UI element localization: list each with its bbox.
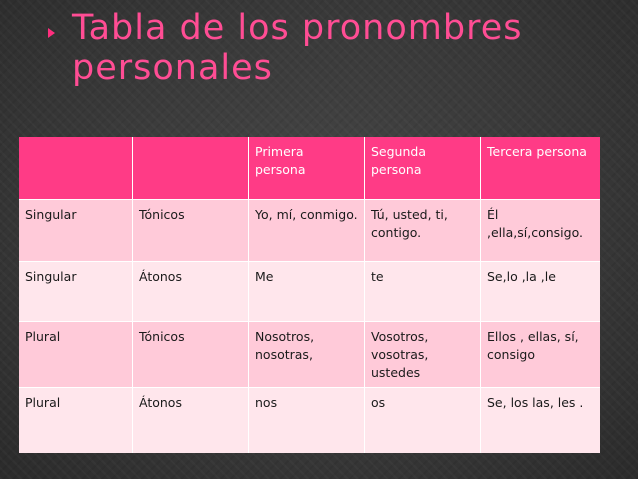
header-cell-segunda: Segunda persona bbox=[365, 137, 481, 200]
table-header-row bbox=[19, 137, 600, 200]
header-cell-primera: Primera persona bbox=[249, 137, 365, 200]
header-cell-tercera: Tercera persona bbox=[481, 137, 600, 200]
header-cell bbox=[19, 137, 133, 200]
table-cell-number: Plural bbox=[19, 322, 133, 388]
pronouns-table bbox=[19, 137, 600, 453]
table-cell-type: Tónicos bbox=[133, 322, 249, 388]
table-row bbox=[19, 388, 600, 453]
table-cell-tercera: Ellos , ellas, sí, consigo bbox=[481, 322, 600, 388]
table-cell-primera: Yo, mí, conmigo. bbox=[249, 200, 365, 262]
table-cell-segunda: Vosotros, vosotras, ustedes bbox=[365, 322, 481, 388]
table-row bbox=[19, 322, 600, 388]
table-cell-segunda: os bbox=[365, 388, 481, 453]
bullet-arrow-icon bbox=[48, 28, 55, 38]
table-cell-tercera: Se,lo ,la ,le bbox=[481, 262, 600, 322]
table-cell-type: Átonos bbox=[133, 388, 249, 453]
table-row bbox=[19, 262, 600, 322]
table-row bbox=[19, 200, 600, 262]
pronouns-table-container bbox=[19, 137, 600, 453]
table-cell-tercera: Él ,ella,sí,consigo. bbox=[481, 200, 600, 262]
table-cell-segunda: Tú, usted, ti, contigo. bbox=[365, 200, 481, 262]
header-cell bbox=[133, 137, 249, 200]
table-cell-number: Singular bbox=[19, 200, 133, 262]
table-cell-primera: Nosotros, nosotras, bbox=[249, 322, 365, 388]
table-cell-number: Singular bbox=[19, 262, 133, 322]
table-cell-segunda: te bbox=[365, 262, 481, 322]
table-cell-primera: nos bbox=[249, 388, 365, 453]
table-cell-type: Tónicos bbox=[133, 200, 249, 262]
table-cell-number: Plural bbox=[19, 388, 133, 453]
slide-title: Tabla de los pronombres personales bbox=[72, 8, 523, 88]
table-cell-tercera: Se, los las, les . bbox=[481, 388, 600, 453]
table-cell-type: Átonos bbox=[133, 262, 249, 322]
table-cell-primera: Me bbox=[249, 262, 365, 322]
